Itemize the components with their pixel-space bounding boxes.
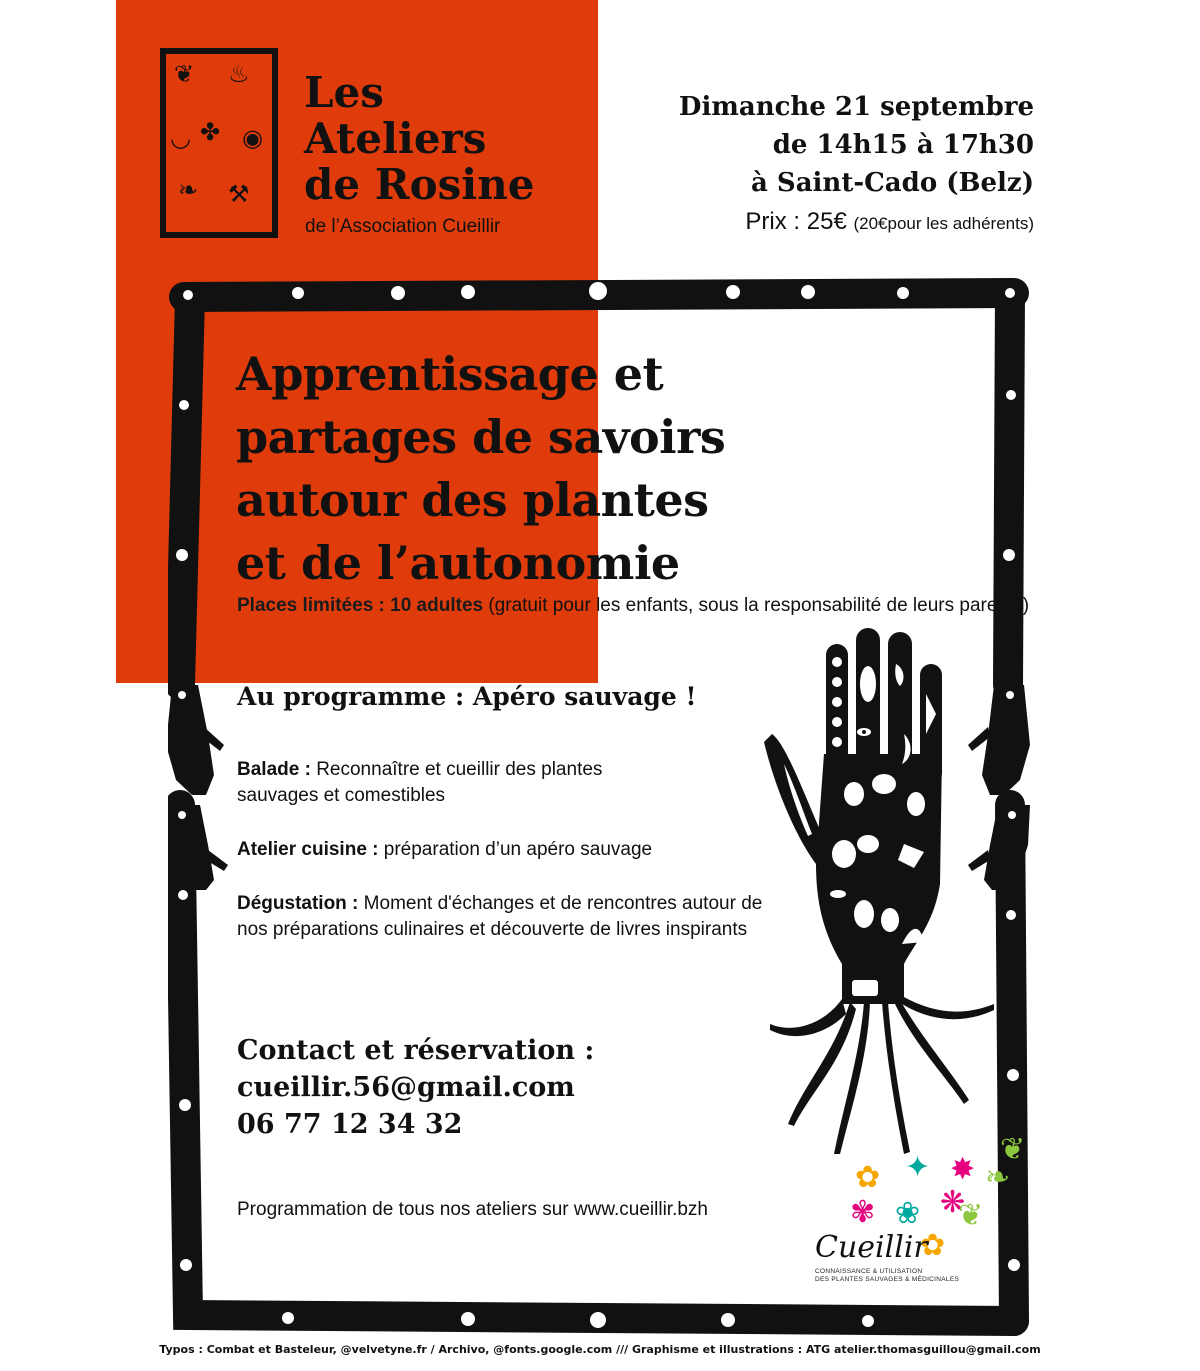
programme-title: Au programme : Apéro sauvage ! [237,682,697,711]
price-value: Prix : 25€ [745,208,847,235]
contact-email[interactable]: cueillir.56@gmail.com [237,1072,575,1103]
eye-icon: ◉ [242,124,263,152]
event-price [745,208,1034,236]
tagline-line: CONNAISSANCE & UTILISATION [815,1268,923,1275]
hand-drawing [764,624,1004,1164]
main-headline [236,343,725,595]
leaf-icon: ❋ [940,1185,966,1220]
activity-item [237,837,797,863]
pot-icon: ♨ [228,60,250,88]
hand-roots-illustration [764,624,1004,1168]
cueillir-logo-tagline [815,1268,959,1284]
event-time: de 14h15 à 17h30 [772,130,1034,160]
contact-phone[interactable]: 06 77 12 34 32 [237,1109,463,1140]
activity-item [237,891,787,943]
leaf-icon: ❀ [895,1196,921,1231]
activities-list [237,757,797,971]
cueillir-logo-name: Cueillir [815,1230,928,1265]
headline-line: autour des plantes [236,473,709,527]
leaf-icon: ✦ [905,1150,931,1185]
programmation-link[interactable]: Programmation de tous nos ateliers sur www.cueillir.bzh [237,1199,708,1220]
activity-title: Balade : [237,759,311,780]
brand-line: Ateliers [304,114,487,163]
leaf-icon: ❧ [985,1160,1011,1195]
places-info [237,594,1029,618]
feather-icon: ❧ [178,176,199,204]
brand-line: de Rosine [304,160,535,209]
leaf-icon: ✿ [855,1160,881,1195]
leaf-icon: ❦ [958,1198,984,1233]
headline-line: Apprentissage et [236,347,664,401]
leaf-icon: ❦ [1000,1132,1026,1167]
headline-line: partages de savoirs [236,410,726,464]
event-date: Dimanche 21 septembre [678,92,1034,122]
brand-subtitle: de l’Association Cueillir [305,216,501,237]
brand-title [304,70,535,208]
contact-block [237,1032,594,1143]
places-limit: Places limitées : 10 adultes [237,595,484,616]
leaf-icon: ✾ [850,1195,876,1230]
headline-line: et de l’autonomie [236,536,680,590]
contact-title: Contact et réservation : [237,1035,595,1066]
activity-text: préparation d’un apéro sauvage [378,839,653,860]
leaf-icon: ✤ [200,118,221,146]
plant-icon: ❦ [174,60,195,88]
tagline-line: DES PLANTES SAUVAGES & MÉDICINALES [815,1276,960,1283]
ateliers-logo [160,48,278,238]
price-note: (20€pour les adhérents) [853,214,1034,233]
credits-line: Typos : Combat et Basteleur, @velvetyne.fr / Archivo, @fonts.google.com /// Graphisme et illustrations : ATG atelier.thomasguillou@gmail.com [159,1343,1041,1356]
activity-title: Atelier cuisine : [237,839,379,860]
places-note: (gratuit pour les enfants, sous la responsabilité de leurs parents) [483,595,1030,616]
event-details [679,88,1034,202]
activity-text: Moment d'échanges et de rencontres autour de nos préparations culinaires et découverte de livres inspirants [237,893,763,940]
brand-line: Les [304,68,384,117]
activity-text: Reconnaître et cueillir des plantes sauvages et comestibles [237,759,603,806]
activity-item [237,757,687,809]
event-place: à Saint-Cado (Belz) [751,168,1034,198]
activity-title: Dégustation : [237,893,359,914]
lips-icon: ◡ [170,124,191,152]
leaf-icon: ✿ [920,1228,946,1263]
axe-icon: ⚒ [228,180,250,208]
leaf-icon: ✸ [950,1152,976,1187]
